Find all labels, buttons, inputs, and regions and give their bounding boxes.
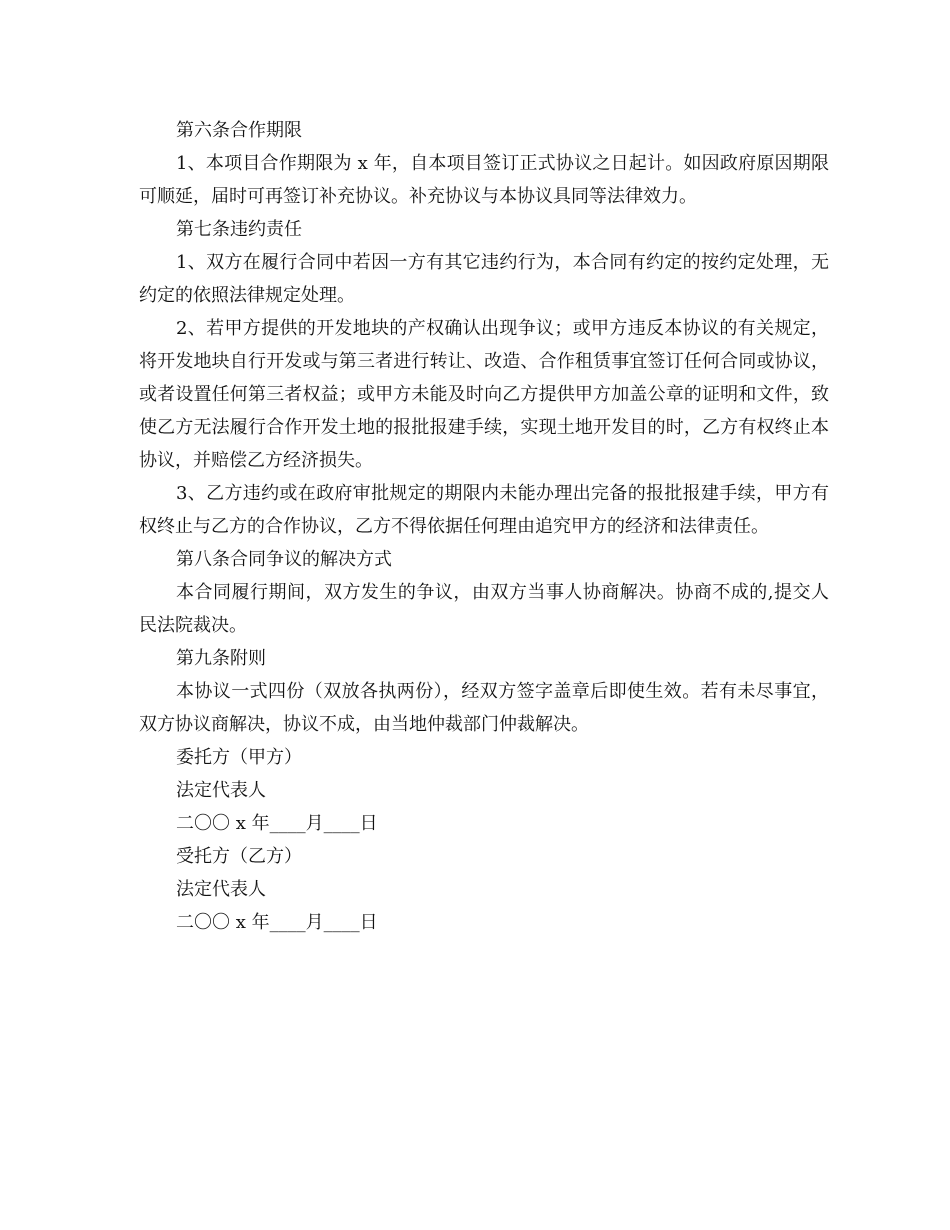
article-6-clause-1: 1、本项目合作期限为 x 年，自本项目签订正式协议之日起计。如因政府原因期限可顺延，届时可再签订补充协议。补充协议与本协议具同等法律效力。 [139, 153, 829, 207]
article-9-body: 本协议一式四份（双放各执两份），经双方签字盖章后即使生效。若有未尽事宜，双方协议商解决，协议不成，由当地仲裁部门仲裁解决。 [139, 681, 829, 735]
article-7-clause-2: 2、若甲方提供的开发地块的产权确认出现争议；或甲方违反本协议的有关规定，将开发地块自行开发或与第三者进行转让、改造、合作租赁事宜签订任何合同或协议，或者设置任何第三者权益；或甲方未能及时向乙方提供甲方加盖公章的证明和文件，致使乙方无法履行合作开发土地的报批报建手续，实现土地开发目的时，乙方有权终止本协议，并赔偿乙方经济损失。 [139, 318, 829, 471]
article-8-body: 本合同履行期间，双方发生的争议，由双方当事人协商解决。协商不成的,提交人民法院裁决。 [139, 582, 829, 636]
party-a-date: 二〇〇 x 年____月____日 [176, 813, 378, 834]
party-a-representative: 法定代表人 [176, 780, 266, 801]
document-body [139, 114, 829, 939]
article-7-clause-3: 3、乙方违约或在政府审批规定的期限内未能办理出完备的报批报建手续，甲方有权终止与乙方的合作协议，乙方不得依据任何理由追究甲方的经济和法律责任。 [139, 483, 829, 537]
article-7-heading: 第七条违约责任 [176, 219, 302, 240]
article-6-heading: 第六条合作期限 [176, 120, 302, 141]
party-b-representative: 法定代表人 [176, 879, 266, 900]
article-7-clause-1: 1、双方在履行合同中若因一方有其它违约行为，本合同有约定的按约定处理，无约定的依照法律规定处理。 [139, 252, 829, 306]
party-a-label: 委托方（甲方） [176, 747, 302, 768]
article-8-heading: 第八条合同争议的解决方式 [176, 549, 392, 570]
article-9-heading: 第九条附则 [176, 648, 266, 669]
party-b-label: 受托方（乙方） [176, 846, 302, 867]
party-b-date: 二〇〇 x 年____月____日 [176, 912, 378, 933]
